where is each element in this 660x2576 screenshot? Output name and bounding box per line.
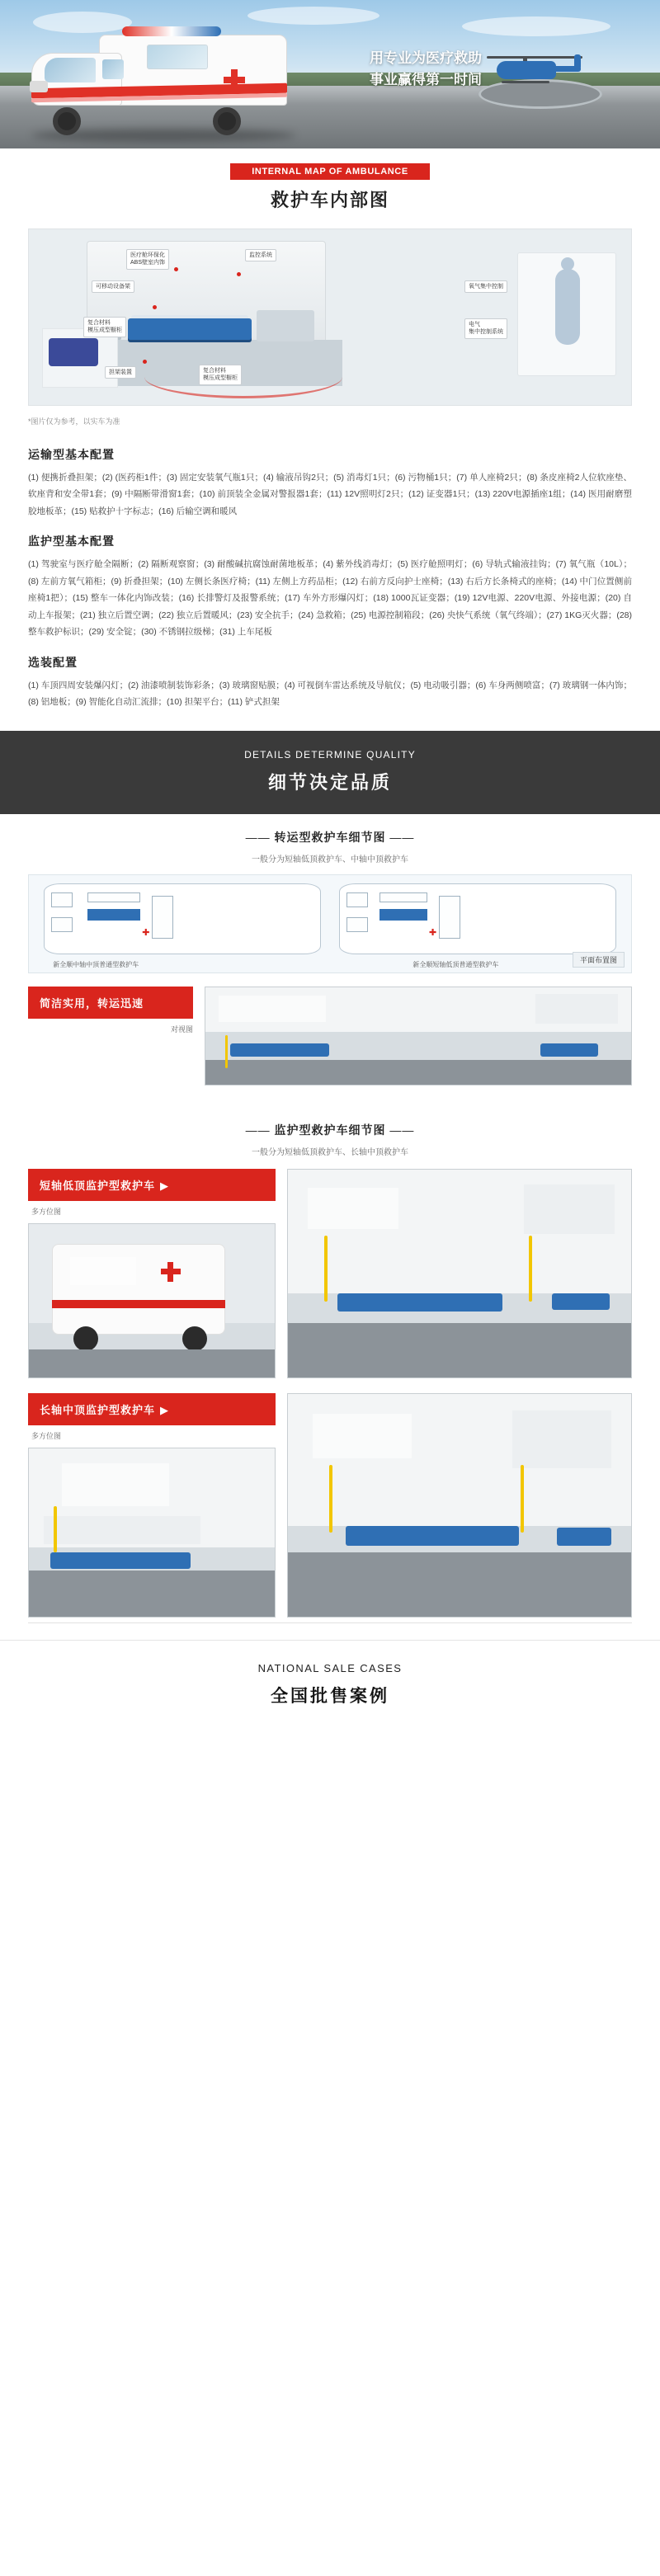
hero-banner xyxy=(0,0,660,148)
dash-right: —— xyxy=(389,830,415,844)
floorplan-left: ✚ xyxy=(44,883,321,954)
interior-note: *图片仅为参考，以实车为准 xyxy=(28,417,120,426)
floorplan-caption-left: 新全顺中轴中顶普通型救护车 xyxy=(53,960,139,968)
photo-short-wheelbase-exterior xyxy=(28,1223,276,1378)
dash-right: —— xyxy=(389,1123,415,1137)
label-monitor-system: 监控系统 xyxy=(245,249,276,261)
photo-short-wheelbase-interior xyxy=(287,1169,632,1378)
label-stretcher-device: 担架装置 xyxy=(105,366,136,379)
label-composite-cabinet-right: 复合材料 模压成型橱柜 xyxy=(199,365,242,385)
short-wheelbase-callout xyxy=(28,1169,276,1201)
label-electrical-control: 电气 集中控制系统 xyxy=(464,318,507,339)
footer-en: NATIONAL SALE CASES xyxy=(257,1661,403,1674)
transport-detail-section xyxy=(0,814,660,1090)
dash-left: —— xyxy=(245,830,271,844)
footer-section xyxy=(0,1640,660,1732)
arrow-icon: ▶ xyxy=(160,1403,170,1416)
monitor-detail-subnote: 一般分为短轴低顶救护车、长轴中顶救护车 xyxy=(252,1147,408,1157)
short-wheelbase-callout-sub: 多方位图 xyxy=(31,1207,62,1216)
quality-banner xyxy=(0,731,660,814)
long-wheelbase-callout xyxy=(28,1393,276,1425)
interior-diagram-wrap xyxy=(0,217,660,409)
ambulance-illustration xyxy=(23,31,295,130)
spec-text-optional: (1) 车顶四周安装爆闪灯；(2) 油漆喷制装饰彩条；(3) 玻璃窗贴膜；(4) 可视倒车雷达系统及导航仪；(5) 电动吸引器；(6) 车身两侧喷富；(7) 玻璃钢一体内饰；(8) 铝地板；(9) 智能化自动汇流排；(10) 担架平台；(11) 铲式担架 xyxy=(28,680,632,708)
quality-banner-en: DETAILS DETERMINE QUALITY xyxy=(244,748,416,761)
interior-title-en: INTERNAL MAP OF AMBULANCE xyxy=(230,163,430,180)
pointer-dot xyxy=(153,305,157,309)
cloud-icon xyxy=(462,16,610,36)
red-wave-decor xyxy=(144,377,342,398)
floorplan-tag: 平面布置图 xyxy=(573,952,625,968)
pointer-dot xyxy=(143,360,147,364)
hero-slogan-line1: 用专业为医疗救助 xyxy=(370,50,482,66)
label-movable-rack: 可移动设备架 xyxy=(92,280,134,293)
footer-cn: 全国批售案例 xyxy=(271,1686,389,1706)
interior-diagram xyxy=(28,228,632,406)
hero-slogan xyxy=(370,48,642,92)
transport-callout-row xyxy=(28,987,632,1085)
floorplan-right: ✚ xyxy=(339,883,616,954)
transport-detail-subnote: 一般分为短轴低顶救护车、中轴中顶救护车 xyxy=(252,855,408,864)
transport-detail-heading-text: 转运型救护车细节图 xyxy=(274,830,386,844)
quality-banner-cn: 细节决定品质 xyxy=(267,771,392,793)
interior-title-block xyxy=(0,148,660,217)
label-composite-cabinet-left: 复合材料 模压成型橱柜 xyxy=(83,317,126,337)
photo-transport-interior xyxy=(205,987,632,1085)
pointer-dot xyxy=(174,267,178,271)
monitor-detail-heading-text: 监护型救护车细节图 xyxy=(274,1123,386,1137)
label-oxygen-control: 氧气集中控制 xyxy=(464,280,507,293)
divider xyxy=(28,1622,632,1623)
cloud-icon xyxy=(33,12,132,33)
long-wheelbase-callout-sub: 多方位图 xyxy=(31,1431,62,1440)
label-abs-interior: 医疗舱环保化 ABS壁室内饰 xyxy=(126,249,169,270)
photo-long-wheelbase-interior-right xyxy=(287,1393,632,1618)
monitor-detail-heading xyxy=(28,1122,632,1138)
spec-heading-monitor: 监护型基本配置 xyxy=(28,535,115,549)
spec-heading-transport: 运输型基本配置 xyxy=(28,448,115,461)
patient-figure-icon xyxy=(555,269,580,345)
pointer-dot xyxy=(237,272,241,276)
dash-left: —— xyxy=(245,1123,271,1137)
transport-detail-heading xyxy=(28,829,632,845)
hero-slogan-line2: 事业赢得第一时间 xyxy=(370,72,482,88)
long-wheelbase-row xyxy=(28,1393,632,1618)
transport-callout-sub: 对视图 xyxy=(170,1024,193,1034)
monitor-detail-section xyxy=(0,1090,660,1622)
short-wheelbase-row xyxy=(28,1169,632,1378)
driver-cab xyxy=(257,310,314,341)
long-wheelbase-callout-text: 长轴中顶监护型救护车 xyxy=(40,1403,156,1416)
spec-text-monitor: (1) 驾驶室与医疗舱全隔断；(2) 隔断观察窗；(3) 耐酸碱抗腐蚀耐菌地板革；(4) 紫外线消毒灯；(5) 医疗舱照明灯；(6) 导轨式输液挂钩；(7) 氧气瓶（10L）；(8) 左前方氧气箱柜；(9) 折叠担架；(10) 左侧长条医疗椅；(11) 左侧上方药品柜；(12) 右前方反向护士座椅；(13) 右后方长条椅式的座椅；(14) 中门位置侧前座椅1把）；(15) 整车一体化内饰改装；(16) 长排警灯及报警系统；(17) 车外方形爆闪灯；(18) 1000瓦证变器；(19) 12V电源、220V电源、外接电源；(20) 自动上车报架；(21) 独立后置空调；(22) 独立后置暖风；(23) 安全抗手；(24) 急救箱；(25) 电源控制箱段；(26) 央快气系统（氧气终端）；(27) 1KG灭火器；(28) 整车救护标识；(29) 安全锭；(30) 不锈钢拉级梯；(31) 上车尾板 xyxy=(28,559,632,638)
arrow-icon: ▶ xyxy=(160,1179,170,1192)
spec-text-transport: (1) 便携折叠担架；(2) (医药柜1件；(3) 固定安装氧气瓶1只；(4) 输液吊钩2只；(5) 消毒灯1只；(6) 污物桶1只；(7) 单人座椅2只；(8) 条皮座椅2人位软座垫、软座背和安全带1套；(9) 中隔断带滑窗1套；(10) 前顶装全金属对警报器1套；(11) 12V照明灯2只；(12) 证变器1只；(13) 220V电源插座1组；(14) 医用耐磨塑胶地板革；(15) 贴救护十字标志；(16) 后输空调和暖风 xyxy=(28,473,632,516)
interior-title-cn: 救护车内部图 xyxy=(270,190,389,210)
cloud-icon xyxy=(248,7,380,25)
transport-callout: 简洁实用，转运迅速 xyxy=(28,987,193,1019)
short-wheelbase-callout-text: 短轴低顶监护型救护车 xyxy=(40,1179,156,1192)
floorplan-caption-right: 新全顺短轴低顶普通型救护车 xyxy=(412,960,499,968)
stretcher xyxy=(128,318,252,340)
spec-lists xyxy=(0,428,660,726)
spec-heading-optional: 选装配置 xyxy=(28,655,78,669)
floorplan-blueprint xyxy=(28,874,632,973)
blue-seat xyxy=(49,338,98,366)
photo-long-wheelbase-interior-left xyxy=(28,1448,276,1618)
